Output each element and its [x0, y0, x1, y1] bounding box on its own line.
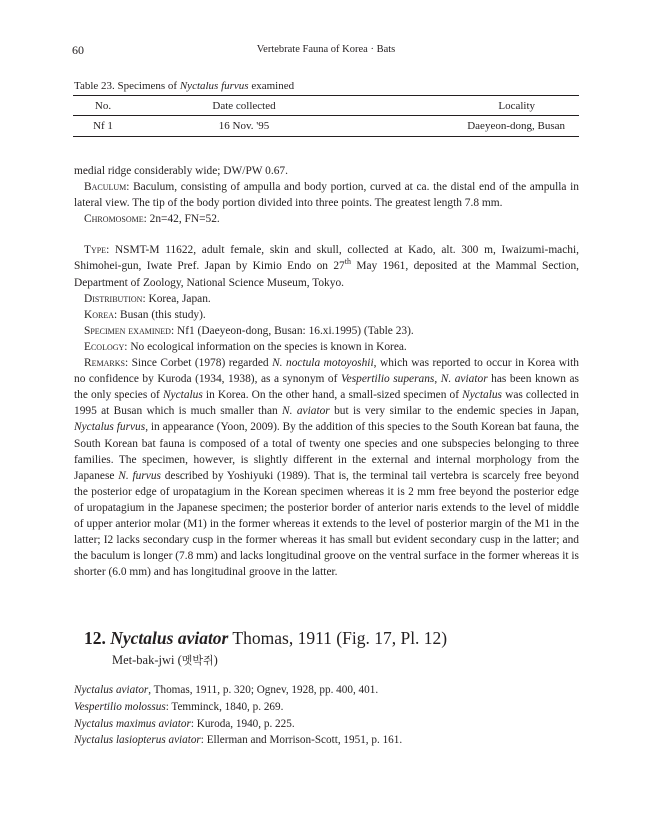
cell-locality: Daeyeon-dong, Busan [467, 120, 565, 132]
paragraph-remarks [74, 355, 579, 580]
ecology-text: No ecological information on the species is known in Korea. [127, 340, 407, 353]
synonym-reference: : Temminck, 1840, p. 269. [165, 700, 284, 713]
caption-suffix: examined [248, 80, 295, 92]
remarks-part: but is very similar to the endemic species in Japan, [329, 405, 580, 418]
remarks-part: described by Yoshiyuki (1989). That is, the terminal tail vertebra is scarcely free beyond the posterior edge of uropatagium in the Korean specimen whereas it is 2 mm free beyond the posterior edge of uropatagium in the Japanese specimen; the posterior border of anterior naris extends to the level of middle of upper anterior molar (M1) in the former whereas it extends to the level of posterior margin of the M1 in the latter; I2 lacks secondary cusp in the former whereas it has small but evident secondary cusp in the latter; and the baculum is longer (7.8 mm) and lacks longitudinal groove on the ventral surface in the former whereas it is shorter (6.0 mm) and has longitudinal groove in the latter. [74, 469, 579, 579]
korea-label: Korea: [84, 308, 118, 321]
synonym-name: Nyctalus maximus aviator [74, 717, 191, 730]
species-heading [84, 628, 447, 649]
species-number: 12. [84, 628, 106, 648]
cell-no: Nf 1 [93, 120, 113, 132]
korea-text: Busan (this study). [117, 308, 206, 321]
remarks-species: Nyctalus [162, 389, 203, 402]
specimens-table [73, 95, 579, 137]
caption-species: Nyctalus furvus [179, 80, 249, 92]
remarks-species: Nyctalus [462, 389, 502, 402]
remarks-part: in Korea. On the other hand, a small-sized specimen of [202, 389, 463, 402]
distribution-label: Distribution: [84, 292, 146, 305]
distribution-text: Korea, Japan. [145, 292, 211, 305]
baculum-text: Baculum, consisting of ampulla and body portion, curved at ca. the distal end of the ampulla in lateral view. The tip of the body portion divided into three points. The greatest length 7.8 mm. [74, 181, 579, 210]
type-text-b: May 1961, deposited at the Mammal Section, Department of Zoology, National Science Museum, Tokyo. [74, 260, 579, 289]
table-caption [74, 80, 294, 92]
specimen-label: Specimen examined: [84, 324, 175, 337]
synonymy-list [74, 682, 579, 749]
column-header-date: Date collected [133, 96, 355, 116]
species-common-name [112, 652, 218, 668]
remarks-part: has been known as the only species of [74, 373, 579, 402]
synonym-name: Vespertilio molossus [74, 700, 166, 713]
remarks-species: N. aviator [282, 405, 330, 418]
synonym-reference: : Kuroda, 1940, p. 225. [190, 717, 295, 730]
paragraph-medial-ridge: medial ridge considerably wide; DW/PW 0.67. [74, 165, 288, 177]
table-header-row [73, 96, 579, 116]
type-superscript: th [344, 257, 351, 267]
remarks-species: Vespertilio superans [340, 373, 435, 386]
synonym-entry [74, 716, 579, 733]
column-header-locality: Locality [355, 96, 579, 116]
remarks-part: was collected in 1995 at Busan which is much smaller than [74, 389, 579, 418]
paragraph-korea [74, 307, 579, 323]
paragraph-baculum [74, 179, 579, 211]
remarks-species: N. furvus [118, 469, 161, 482]
remarks-part: , [434, 373, 441, 386]
caption-prefix: Table 23. Specimens of [74, 80, 180, 92]
remarks-part: , which was reported to occur in Korea with no confidence by Kuroda (1934, 1938), as a synonym of [74, 357, 579, 386]
remarks-part: , in appearance (Yoon, 2009). By the addition of this species to the South Korean bat fauna, the South Korean bat fauna is composed of a total of twenty one species and one subspecies belonging to three families. The specimen, however, is slightly different in the external and internal morphology from the Japanese [74, 421, 579, 482]
paragraph-ecology [74, 339, 579, 355]
common-name-close: ) [213, 653, 218, 667]
synonym-reference: : Ellerman and Morrison-Scott, 1951, p. 161. [200, 734, 403, 747]
remarks-species: Nyctalus furvus [74, 421, 146, 434]
remarks-species: N. noctula motoyoshii [272, 357, 374, 370]
column-header-no: No. [73, 96, 133, 116]
baculum-label: Baculum: [84, 181, 130, 194]
remarks-species: N. aviator [440, 373, 488, 386]
species-author: Thomas, 1911 (Fig. 17, Pl. 12) [228, 628, 448, 648]
page-number: 60 [72, 43, 84, 57]
remarks-label: Remarks [84, 357, 125, 370]
remarks-part: : Since Corbet (1978) regarded [124, 357, 273, 370]
synonym-name: Nyctalus lasiopterus aviator [74, 734, 201, 747]
type-label: Type: [84, 244, 110, 257]
type-text-a: NSMT-M 11622, adult female, skin and skull, collected at Kado, alt. 300 m, Iwaizumi-machi, Shimohei-gun, Iwate Pref. Japan by Kimio Endo on 27 [74, 244, 579, 273]
species-name: Nyctalus aviator [110, 628, 229, 648]
body-text [74, 163, 579, 580]
korean-name: 멧박쥐 [181, 654, 214, 667]
synonym-reference: , Thomas, 1911, p. 320; Ognev, 1928, pp. 400, 401. [148, 684, 379, 696]
specimen-text: Nf1 (Daeyeon-dong, Busan: 16.xi.1995) (Table 23). [174, 324, 414, 337]
ecology-label: Ecology: [84, 340, 128, 353]
paragraph-type [74, 242, 579, 290]
chromosome-label: Chromosome: [84, 213, 147, 226]
synonym-name: Nyctalus aviator [74, 684, 149, 696]
paragraph-distribution [74, 291, 579, 307]
common-name: Met-bak-jwi ( [112, 653, 182, 667]
paragraph-specimen [74, 323, 579, 339]
synonym-entry [74, 682, 579, 699]
synonym-entry [74, 732, 579, 749]
table-row [73, 116, 579, 137]
synonym-entry [74, 699, 579, 716]
paragraph-chromosome [74, 211, 579, 227]
running-header: Vertebrate Fauna of Korea · Bats [256, 44, 396, 55]
cell-date: 16 Nov. '95 [218, 120, 270, 132]
chromosome-text: 2n=42, FN=52. [146, 213, 220, 226]
